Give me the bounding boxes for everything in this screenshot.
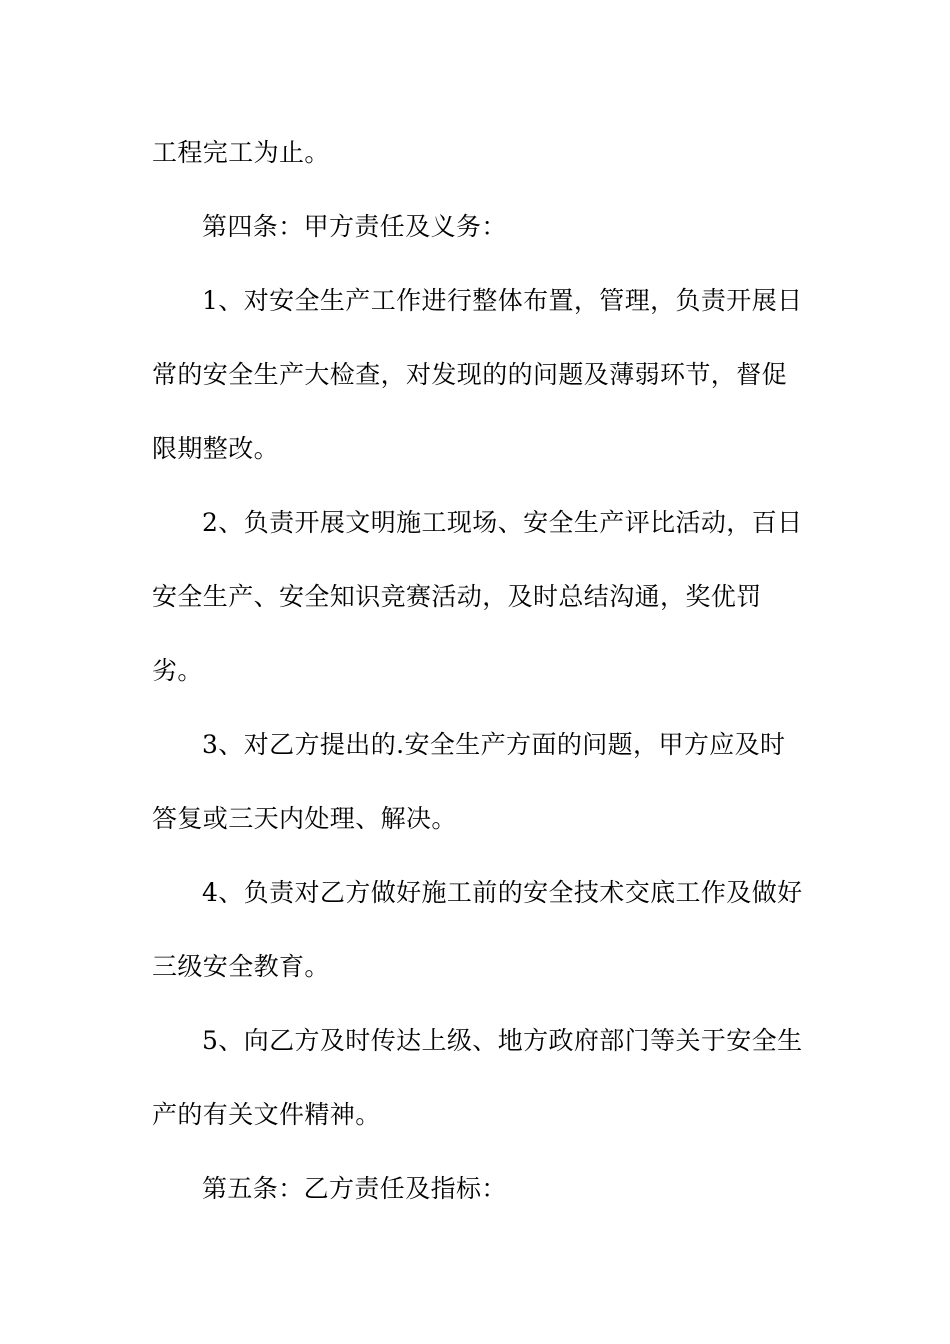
paragraph-line: 3、对乙方提出的.安全生产方面的问题，甲方应及时 xyxy=(202,730,786,759)
paragraph-line: 工程完工为止。 xyxy=(152,138,330,167)
paragraph-line: 5、向乙方及时传达上级、地方政府部门等关于安全生 xyxy=(202,1026,803,1055)
paragraph-line: 答复或三天内处理、解决。 xyxy=(152,804,457,833)
paragraph-line: 三级安全教育。 xyxy=(152,952,330,981)
section-heading-article-4: 第四条：甲方责任及义务： xyxy=(202,212,507,241)
paragraph-line: 安全生产、安全知识竞赛活动，及时总结沟通，奖优罚 xyxy=(152,582,762,611)
section-heading-article-5: 第五条：乙方责任及指标： xyxy=(202,1174,507,1203)
paragraph-line: 4、负责对乙方做好施工前的安全技术交底工作及做好 xyxy=(202,878,803,907)
paragraph-line: 产的有关文件精神。 xyxy=(152,1100,381,1129)
paragraph-line: 1、对安全生产工作进行整体布置，管理，负责开展日 xyxy=(202,286,803,315)
paragraph-line: 常的安全生产大检查，对发现的的问题及薄弱环节，督促 xyxy=(152,360,788,389)
paragraph-line: 2、负责开展文明施工现场、安全生产评比活动，百日 xyxy=(202,508,803,537)
paragraph-line: 劣。 xyxy=(152,656,203,685)
paragraph-line: 限期整改。 xyxy=(152,434,280,463)
